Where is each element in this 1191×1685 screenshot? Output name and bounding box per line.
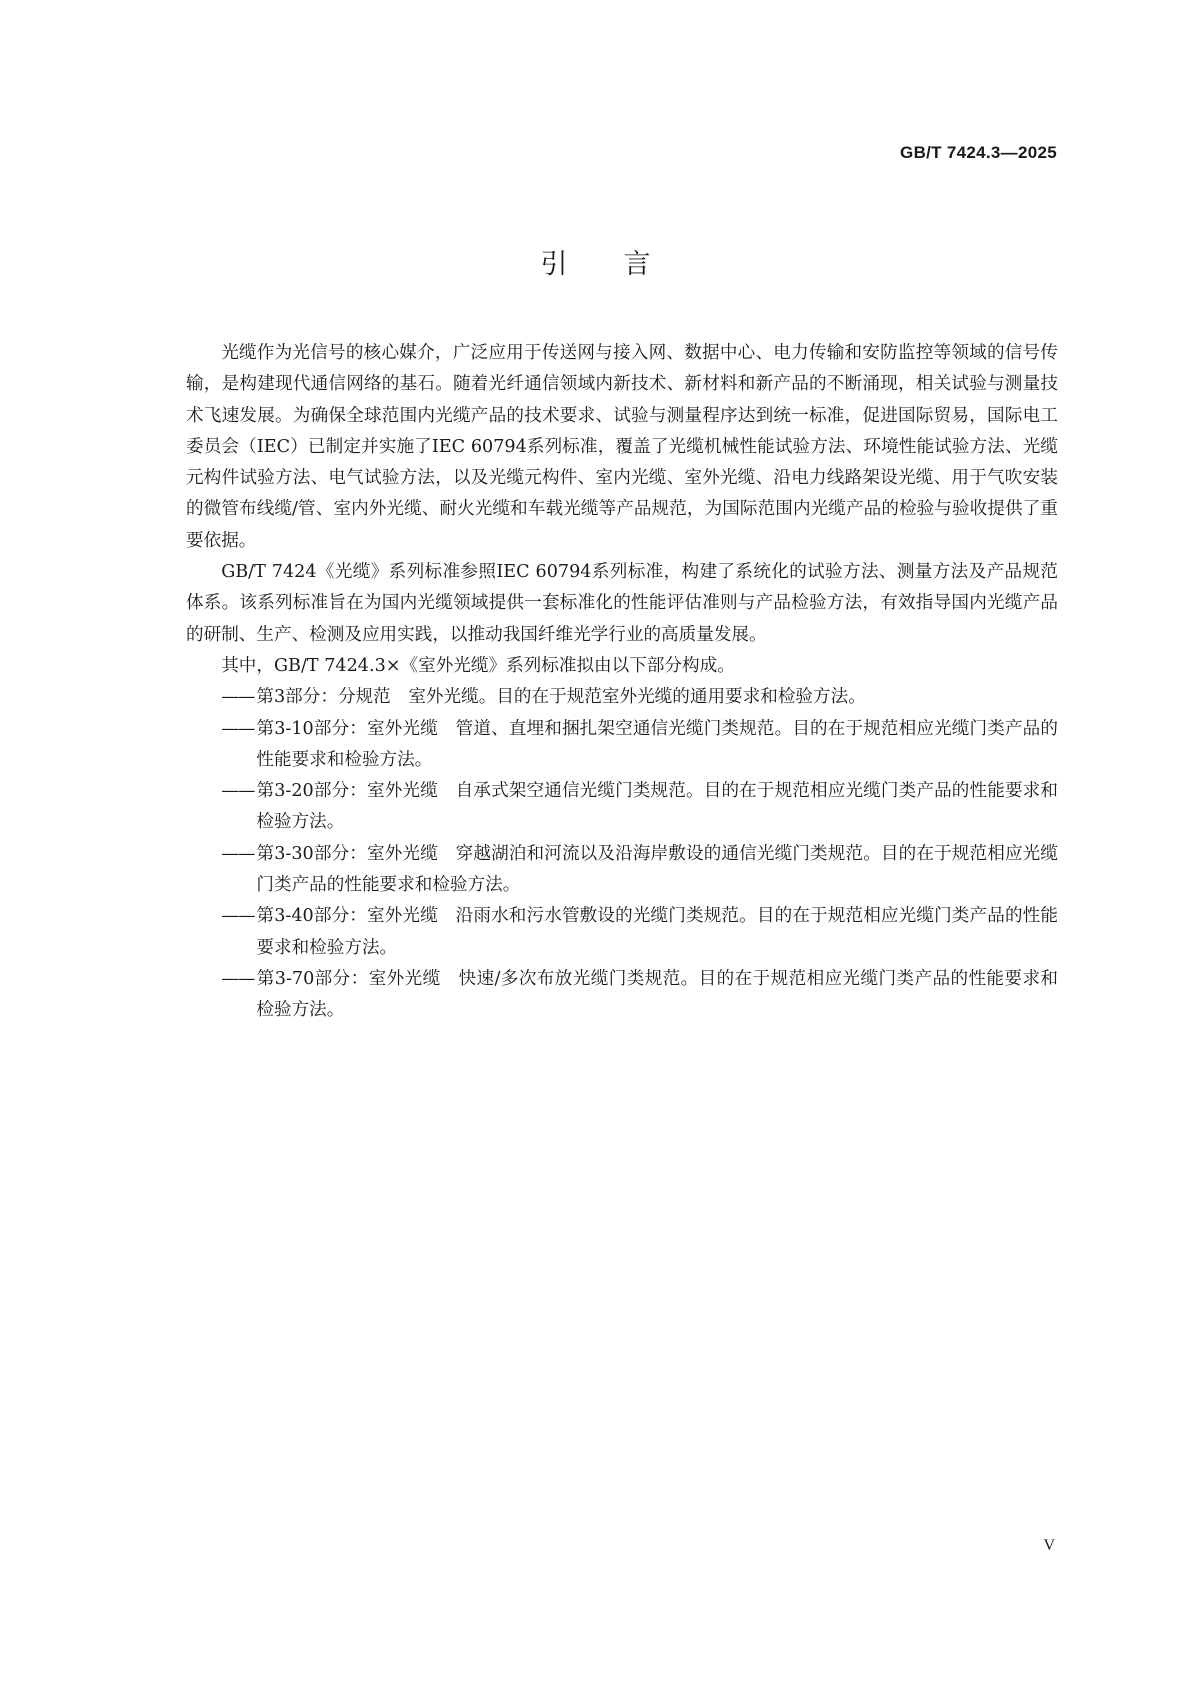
part-purpose: 目的在于规范相应光缆门类产品的性能要求和检验方法。 [256,781,1058,833]
paragraph: 光缆作为光信号的核心媒介，广泛应用于传送网与接入网、数据中心、电力传输和安防监控等领域的信号传输，是构建现代通信网络的基石。随着光纤通信领域内新技术、新材料和新产品的不断涌现，相关试验与测量技术飞速发展。为确保全球范围内光缆产品的技术要求、试验与测量程序达到统一标准，促进国际贸易，国际电工委员会（IEC）已制定并实施了IEC 60794系列标准，覆盖了光缆机械性能试验方法、环境性能试验方法、光缆元构件试验方法、电气试验方法，以及光缆元构件、室内光缆、室外光缆、沿电力线路架设光缆、用于气吹安装的微管布线缆/管、室内外光缆、耐火光缆和车载光缆等产品规范，为国际范围内光缆产品的检验与验收提供了重要依据。 [186,343,1058,551]
page-title: 引言 [540,249,707,280]
parts-list [186,682,1058,1026]
part-purpose: 目的在于规范相应光缆门类产品的性能要求和检验方法。 [256,968,1058,1021]
list-dash: —— [221,718,255,739]
part-label: 第3-30部分：室外光缆 [256,843,438,864]
list-item [221,714,1058,777]
list-item [221,839,1058,902]
part-label: 第3-20部分：室外光缆 [256,781,438,802]
part-purpose: 目的在于规范室外光缆的通用要求和检验方法。 [496,687,866,708]
part-subject: 快速/多次布放光缆门类规范。 [458,968,699,989]
list-item [221,682,1058,713]
part-label: 第3部分：分规范 [256,687,391,708]
part-subject: 穿越湖泊和河流以及沿海岸敷设的通信光缆门类规范。 [455,843,881,864]
part-label: 第3-40部分：室外光缆 [256,906,438,927]
part-subject: 管道、直埋和捆扎架空通信光缆门类规范。 [455,718,793,739]
part-subject: 自承式架空通信光缆门类规范。 [455,781,704,802]
part-purpose: 目的在于规范相应光缆门类产品的性能要求和检验方法。 [256,843,1058,896]
part-label: 第3-70部分：室外光缆 [256,968,441,989]
list-dash: —— [221,687,255,708]
list-dash: —— [221,781,255,802]
list-item [221,776,1058,839]
body-text [186,338,1058,1027]
list-dash: —— [221,843,255,864]
standard-code: GB/T 7424.3—2025 [900,143,1057,162]
list-item [221,901,1058,964]
part-purpose: 目的在于规范相应光缆门类产品的性能要求和检验方法。 [256,906,1058,958]
part-purpose: 目的在于规范相应光缆门类产品的性能要求和检验方法。 [256,718,1058,770]
list-item [221,964,1058,1027]
list-dash: —— [221,906,255,927]
part-subject: 室外光缆。 [408,687,497,708]
paragraph: GB/T 7424《光缆》系列标准参照IEC 60794系列标准，构建了系统化的试验方法、测量方法及产品规范体系。该系列标准旨在为国内光缆领域提供一套标准化的性能评估准则与产品检验方法，有效指导国内光缆产品的研制、生产、检测及应用实践，以推动我国纤维光学行业的高质量发展。 [186,562,1058,645]
part-label: 第3-10部分：室外光缆 [256,718,438,739]
part-subject: 沿雨水和污水管敷设的光缆门类规范。 [455,906,757,927]
list-dash: —— [221,968,255,989]
page-number: V [1043,1537,1055,1554]
paragraph: 其中，GB/T 7424.3×《室外光缆》系列标准拟由以下部分构成。 [221,655,735,676]
